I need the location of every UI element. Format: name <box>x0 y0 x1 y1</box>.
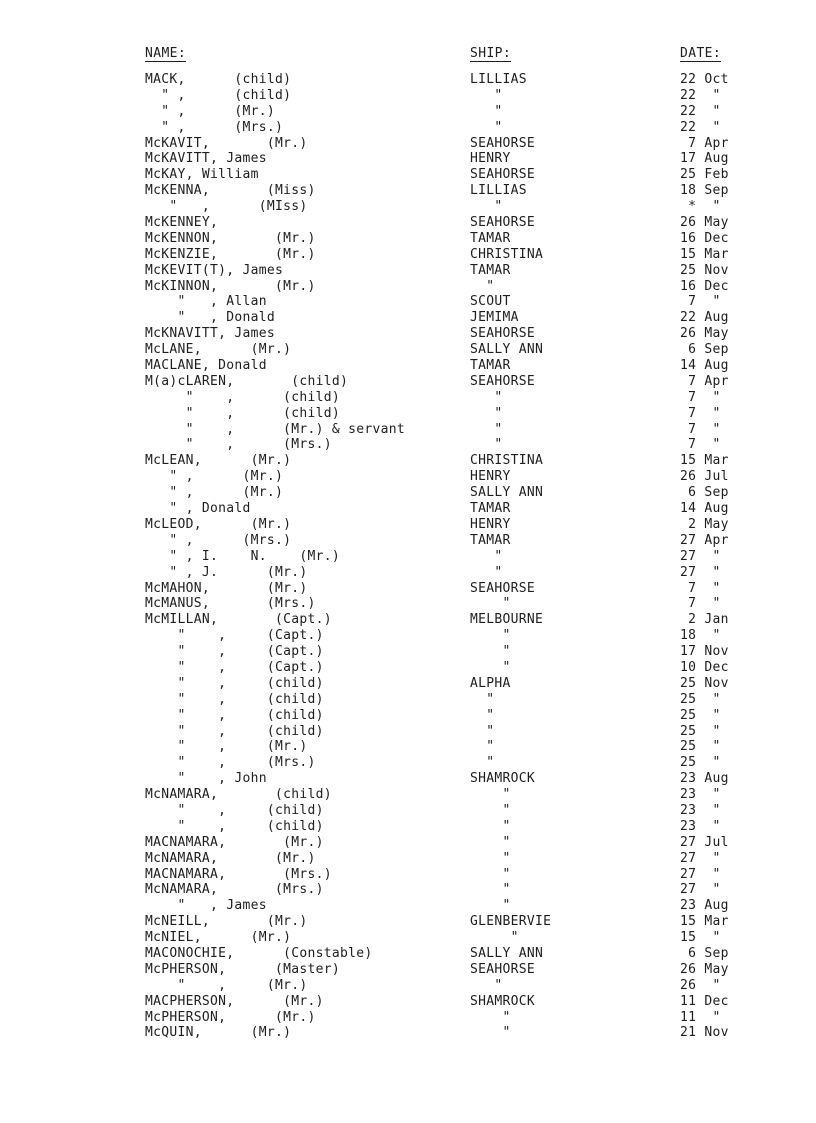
passenger-name: McPHERSON, (Mr.) <box>145 1009 316 1025</box>
ship-name: SHAMROCK <box>470 771 536 787</box>
arrival-date: 6 Sep <box>680 945 729 961</box>
ship-name: " <box>470 405 503 421</box>
ship-name: SEAHORSE <box>470 135 536 151</box>
ship-name: TAMAR <box>470 532 511 548</box>
list-item <box>0 263 816 279</box>
ship-name: " <box>470 437 503 453</box>
ship-name: " <box>470 644 511 660</box>
ship-name: SALLY ANN <box>470 342 544 358</box>
ship-name: CHRISTINA <box>470 246 544 262</box>
ship-name: " <box>470 930 519 946</box>
arrival-date: 26 May <box>680 215 729 231</box>
ship-name: " <box>470 628 511 644</box>
arrival-date: * " <box>680 199 721 215</box>
ship-name: HENRY <box>470 516 511 532</box>
ship-name: " <box>470 977 503 993</box>
arrival-date: 14 Aug <box>680 501 729 517</box>
ship-name: " <box>470 103 503 119</box>
list-item <box>0 946 816 962</box>
list-item <box>0 708 816 724</box>
ship-name: " <box>470 119 503 135</box>
passenger-name: McLEAN, (Mr.) <box>145 453 292 469</box>
ship-name: LILLIAS <box>470 72 527 87</box>
ship-name: CHRISTINA <box>470 453 544 469</box>
passenger-name: MACNAMARA, (Mr.) <box>145 834 324 850</box>
passenger-name: " , (child) <box>145 675 324 691</box>
arrival-date: 14 Aug <box>680 358 729 374</box>
arrival-date: 21 Nov <box>680 1025 729 1041</box>
arrival-date: 15 Mar <box>680 914 729 930</box>
passenger-name: McMILLAN, (Capt.) <box>145 612 332 628</box>
arrival-date: 22 Oct <box>680 72 729 87</box>
passenger-name: McQUIN, (Mr.) <box>145 1025 292 1041</box>
arrival-date: 22 " <box>680 87 721 103</box>
arrival-date: 25 Feb <box>680 167 729 183</box>
arrival-date: 22 " <box>680 119 721 135</box>
ship-name: " <box>470 755 495 771</box>
passenger-name: " , (Capt.) <box>145 659 324 675</box>
passenger-name: " , Allan <box>145 294 267 310</box>
passenger-name: MACONOCHIE, (Constable) <box>145 945 373 961</box>
passenger-name: McMANUS, (Mrs.) <box>145 596 316 612</box>
arrival-date: 7 " <box>680 421 721 437</box>
arrival-date: 27 Jul <box>680 834 729 850</box>
list-item <box>0 771 816 787</box>
passenger-name: " , (child) <box>145 802 324 818</box>
list-item <box>0 215 816 231</box>
list-item <box>0 120 816 136</box>
ship-name: TAMAR <box>470 230 511 246</box>
list-item <box>0 962 816 978</box>
list-item <box>0 739 816 755</box>
arrival-date: 27 " <box>680 564 721 580</box>
list-item <box>0 167 816 183</box>
list-item <box>0 469 816 485</box>
passenger-name: McKENZIE, (Mr.) <box>145 246 316 262</box>
passenger-name: McKENNON, (Mr.) <box>145 230 316 246</box>
ship-name: " <box>470 707 495 723</box>
ship-name: ALPHA <box>470 675 511 691</box>
passenger-name: " , (Mrs.) <box>145 755 316 771</box>
passenger-name: " , (child) <box>145 707 324 723</box>
passenger-name: " , (Mr.) & servant <box>145 421 406 437</box>
list-item <box>0 803 816 819</box>
list-item <box>0 294 816 310</box>
list-item <box>0 88 816 104</box>
list-item <box>0 612 816 628</box>
ship-name: HENRY <box>470 469 511 485</box>
ship-name: " <box>470 548 503 564</box>
ship-name: " <box>470 882 511 898</box>
passenger-list <box>0 72 816 1041</box>
passenger-name: " , (Mr.) <box>145 977 308 993</box>
ship-name: TAMAR <box>470 501 511 517</box>
list-item <box>0 406 816 422</box>
passenger-name: McKAVITT, James <box>145 151 267 167</box>
ship-name: " <box>470 818 511 834</box>
ship-name: SEAHORSE <box>470 167 536 183</box>
arrival-date: 11 " <box>680 1009 721 1025</box>
ship-name: SEAHORSE <box>470 373 536 389</box>
passenger-name: " , (child) <box>145 405 341 421</box>
passenger-name: " , J. (Mr.) <box>145 564 308 580</box>
passenger-name: M(a)cLAREN, (child) <box>145 373 349 389</box>
ship-name: " <box>470 834 511 850</box>
arrival-date: 7 " <box>680 294 721 310</box>
arrival-date: 2 May <box>680 516 729 532</box>
passenger-name: " , (child) <box>145 723 324 739</box>
list-item <box>0 628 816 644</box>
passenger-name: " , (MIss) <box>145 199 308 215</box>
ship-name: GLENBERVIE <box>470 914 552 930</box>
arrival-date: 6 Sep <box>680 485 729 501</box>
passenger-name: " , James <box>145 898 267 914</box>
arrival-date: 23 " <box>680 802 721 818</box>
arrival-date: 26 May <box>680 326 729 342</box>
passenger-name: " , Donald <box>145 310 276 326</box>
list-item <box>0 374 816 390</box>
list-item <box>0 676 816 692</box>
ship-name: " <box>470 850 511 866</box>
list-item <box>0 422 816 438</box>
list-item <box>0 517 816 533</box>
ship-name: SALLY ANN <box>470 945 544 961</box>
list-item <box>0 851 816 867</box>
list-item <box>0 390 816 406</box>
ship-name: SEAHORSE <box>470 580 536 596</box>
ship-column-header: SHIP: <box>470 46 512 61</box>
list-item <box>0 898 816 914</box>
ship-name: SEAHORSE <box>470 326 536 342</box>
ship-name: " <box>470 739 495 755</box>
column-header-row <box>0 47 816 63</box>
ship-name: " <box>470 596 511 612</box>
list-item <box>0 581 816 597</box>
ship-name: " <box>470 691 495 707</box>
list-item <box>0 485 816 501</box>
passenger-name: McNIEL, (Mr.) <box>145 930 292 946</box>
list-item <box>0 342 816 358</box>
list-item <box>0 565 816 581</box>
passenger-name: McNEILL, (Mr.) <box>145 914 308 930</box>
list-item <box>0 326 816 342</box>
list-item <box>0 358 816 374</box>
list-item <box>0 930 816 946</box>
list-item <box>0 533 816 549</box>
passenger-name: MACLANE, Donald <box>145 358 267 374</box>
arrival-date: 7 " <box>680 580 721 596</box>
passenger-name: " , Donald <box>145 501 251 517</box>
arrival-date: 23 Aug <box>680 771 729 787</box>
arrival-date: 25 " <box>680 707 721 723</box>
arrival-date: 23 Aug <box>680 898 729 914</box>
passenger-name: " , (Mr.) <box>145 739 308 755</box>
arrival-date: 25 " <box>680 691 721 707</box>
list-item <box>0 994 816 1010</box>
passenger-name: McKEVIT(T), James <box>145 262 284 278</box>
ship-name: MELBOURNE <box>470 612 544 628</box>
arrival-date: 15 Mar <box>680 453 729 469</box>
passenger-name: " , (Capt.) <box>145 628 324 644</box>
list-item <box>0 787 816 803</box>
ship-name: " <box>470 787 511 803</box>
list-item <box>0 199 816 215</box>
passenger-name: McMAHON, (Mr.) <box>145 580 308 596</box>
passenger-name: " , (child) <box>145 818 324 834</box>
passenger-name: " , (Mrs.) <box>145 119 284 135</box>
arrival-date: 7 " <box>680 596 721 612</box>
list-item <box>0 867 816 883</box>
list-item <box>0 72 816 88</box>
list-item <box>0 501 816 517</box>
ship-name: SALLY ANN <box>470 485 544 501</box>
passenger-name: McKAVIT, (Mr.) <box>145 135 308 151</box>
list-item <box>0 437 816 453</box>
list-item <box>0 1025 816 1041</box>
arrival-date: 18 " <box>680 628 721 644</box>
ship-name: " <box>470 421 503 437</box>
ship-name: " <box>470 278 495 294</box>
arrival-date: 18 Sep <box>680 183 729 199</box>
passenger-name: " , (Mrs.) <box>145 437 332 453</box>
arrival-date: 7 " <box>680 405 721 421</box>
passenger-name: McLANE, (Mr.) <box>145 342 292 358</box>
arrival-date: 25 Nov <box>680 675 729 691</box>
ship-name: SHAMROCK <box>470 993 536 1009</box>
list-item <box>0 755 816 771</box>
list-item <box>0 183 816 199</box>
list-item <box>0 247 816 263</box>
ship-name: JEMIMA <box>470 310 519 326</box>
arrival-date: 26 " <box>680 977 721 993</box>
arrival-date: 7 " <box>680 437 721 453</box>
passenger-name: " , (Mr.) <box>145 485 284 501</box>
list-item <box>0 596 816 612</box>
list-item <box>0 692 816 708</box>
ship-name: " <box>470 87 503 103</box>
arrival-date: 25 " <box>680 723 721 739</box>
arrival-date: 17 Aug <box>680 151 729 167</box>
passenger-name: McNAMARA, (Mr.) <box>145 850 316 866</box>
passenger-name: " , (Mr.) <box>145 103 276 119</box>
arrival-date: 15 " <box>680 930 721 946</box>
arrival-date: 26 Jul <box>680 469 729 485</box>
arrival-date: 7 " <box>680 389 721 405</box>
passenger-name: McKINNON, (Mr.) <box>145 278 316 294</box>
list-item <box>0 1010 816 1026</box>
arrival-date: 25 Nov <box>680 262 729 278</box>
ship-name: HENRY <box>470 151 511 167</box>
list-item <box>0 231 816 247</box>
arrival-date: 26 May <box>680 961 729 977</box>
arrival-date: 15 Mar <box>680 246 729 262</box>
name-column-header: NAME: <box>145 46 187 61</box>
list-item <box>0 279 816 295</box>
ship-name: " <box>470 802 511 818</box>
passenger-name: McNAMARA, (child) <box>145 787 332 803</box>
passenger-name: McNAMARA, (Mrs.) <box>145 882 324 898</box>
ship-name: SEAHORSE <box>470 215 536 231</box>
passenger-name: " , (Capt.) <box>145 644 324 660</box>
passenger-name: " , (child) <box>145 87 292 103</box>
arrival-date: 17 Nov <box>680 644 729 660</box>
arrival-date: 25 " <box>680 739 721 755</box>
passenger-name: MACNAMARA, (Mrs.) <box>145 866 332 882</box>
passenger-name: " , I. N. (Mr.) <box>145 548 341 564</box>
ship-name: TAMAR <box>470 358 511 374</box>
arrival-date: 2 Jan <box>680 612 729 628</box>
passenger-name: McKNAVITT, James <box>145 326 276 342</box>
list-item <box>0 978 816 994</box>
list-item <box>0 914 816 930</box>
ship-name: " <box>470 866 511 882</box>
ship-name: " <box>470 723 495 739</box>
date-column-header: DATE: <box>680 46 722 61</box>
arrival-date: 27 Apr <box>680 532 729 548</box>
list-item <box>0 549 816 565</box>
ship-name: " <box>470 659 511 675</box>
passenger-name: McKAY, William <box>145 167 259 183</box>
ship-name: " <box>470 898 511 914</box>
passenger-name: McLEOD, (Mr.) <box>145 516 292 532</box>
passenger-name: " , (Mrs.) <box>145 532 292 548</box>
arrival-date: 6 Sep <box>680 342 729 358</box>
arrival-date: 16 Dec <box>680 230 729 246</box>
passenger-name: McKENNA, (Miss) <box>145 183 316 199</box>
list-item <box>0 136 816 152</box>
arrival-date: 11 Dec <box>680 993 729 1009</box>
passenger-name: McPHERSON, (Master) <box>145 961 341 977</box>
arrival-date: 27 " <box>680 850 721 866</box>
passenger-name: " , (child) <box>145 389 341 405</box>
list-item <box>0 882 816 898</box>
list-item <box>0 660 816 676</box>
arrival-date: 27 " <box>680 548 721 564</box>
list-item <box>0 104 816 120</box>
list-item <box>0 310 816 326</box>
list-item <box>0 453 816 469</box>
ship-name: " <box>470 199 503 215</box>
ship-name: " <box>470 564 503 580</box>
arrival-date: 25 " <box>680 755 721 771</box>
passenger-name: McKENNEY, <box>145 215 219 231</box>
list-item <box>0 819 816 835</box>
arrival-date: 27 " <box>680 882 721 898</box>
ship-name: " <box>470 389 503 405</box>
arrival-date: 22 " <box>680 103 721 119</box>
passenger-name: " , John <box>145 771 267 787</box>
arrival-date: 23 " <box>680 787 721 803</box>
arrival-date: 27 " <box>680 866 721 882</box>
passenger-name: MACK, (child) <box>145 72 292 87</box>
list-item <box>0 724 816 740</box>
ship-name: TAMAR <box>470 262 511 278</box>
ship-name: SCOUT <box>470 294 511 310</box>
passenger-name: MACPHERSON, (Mr.) <box>145 993 324 1009</box>
list-item <box>0 835 816 851</box>
passenger-name: " , (child) <box>145 691 324 707</box>
ship-name: LILLIAS <box>470 183 527 199</box>
list-item <box>0 644 816 660</box>
ship-name: " <box>470 1025 511 1041</box>
arrival-date: 7 Apr <box>680 373 729 389</box>
list-item <box>0 151 816 167</box>
arrival-date: 16 Dec <box>680 278 729 294</box>
arrival-date: 7 Apr <box>680 135 729 151</box>
ship-name: SEAHORSE <box>470 961 536 977</box>
ship-name: " <box>470 1009 511 1025</box>
arrival-date: 10 Dec <box>680 659 729 675</box>
arrival-date: 23 " <box>680 818 721 834</box>
passenger-name: " , (Mr.) <box>145 469 284 485</box>
arrival-date: 22 Aug <box>680 310 729 326</box>
